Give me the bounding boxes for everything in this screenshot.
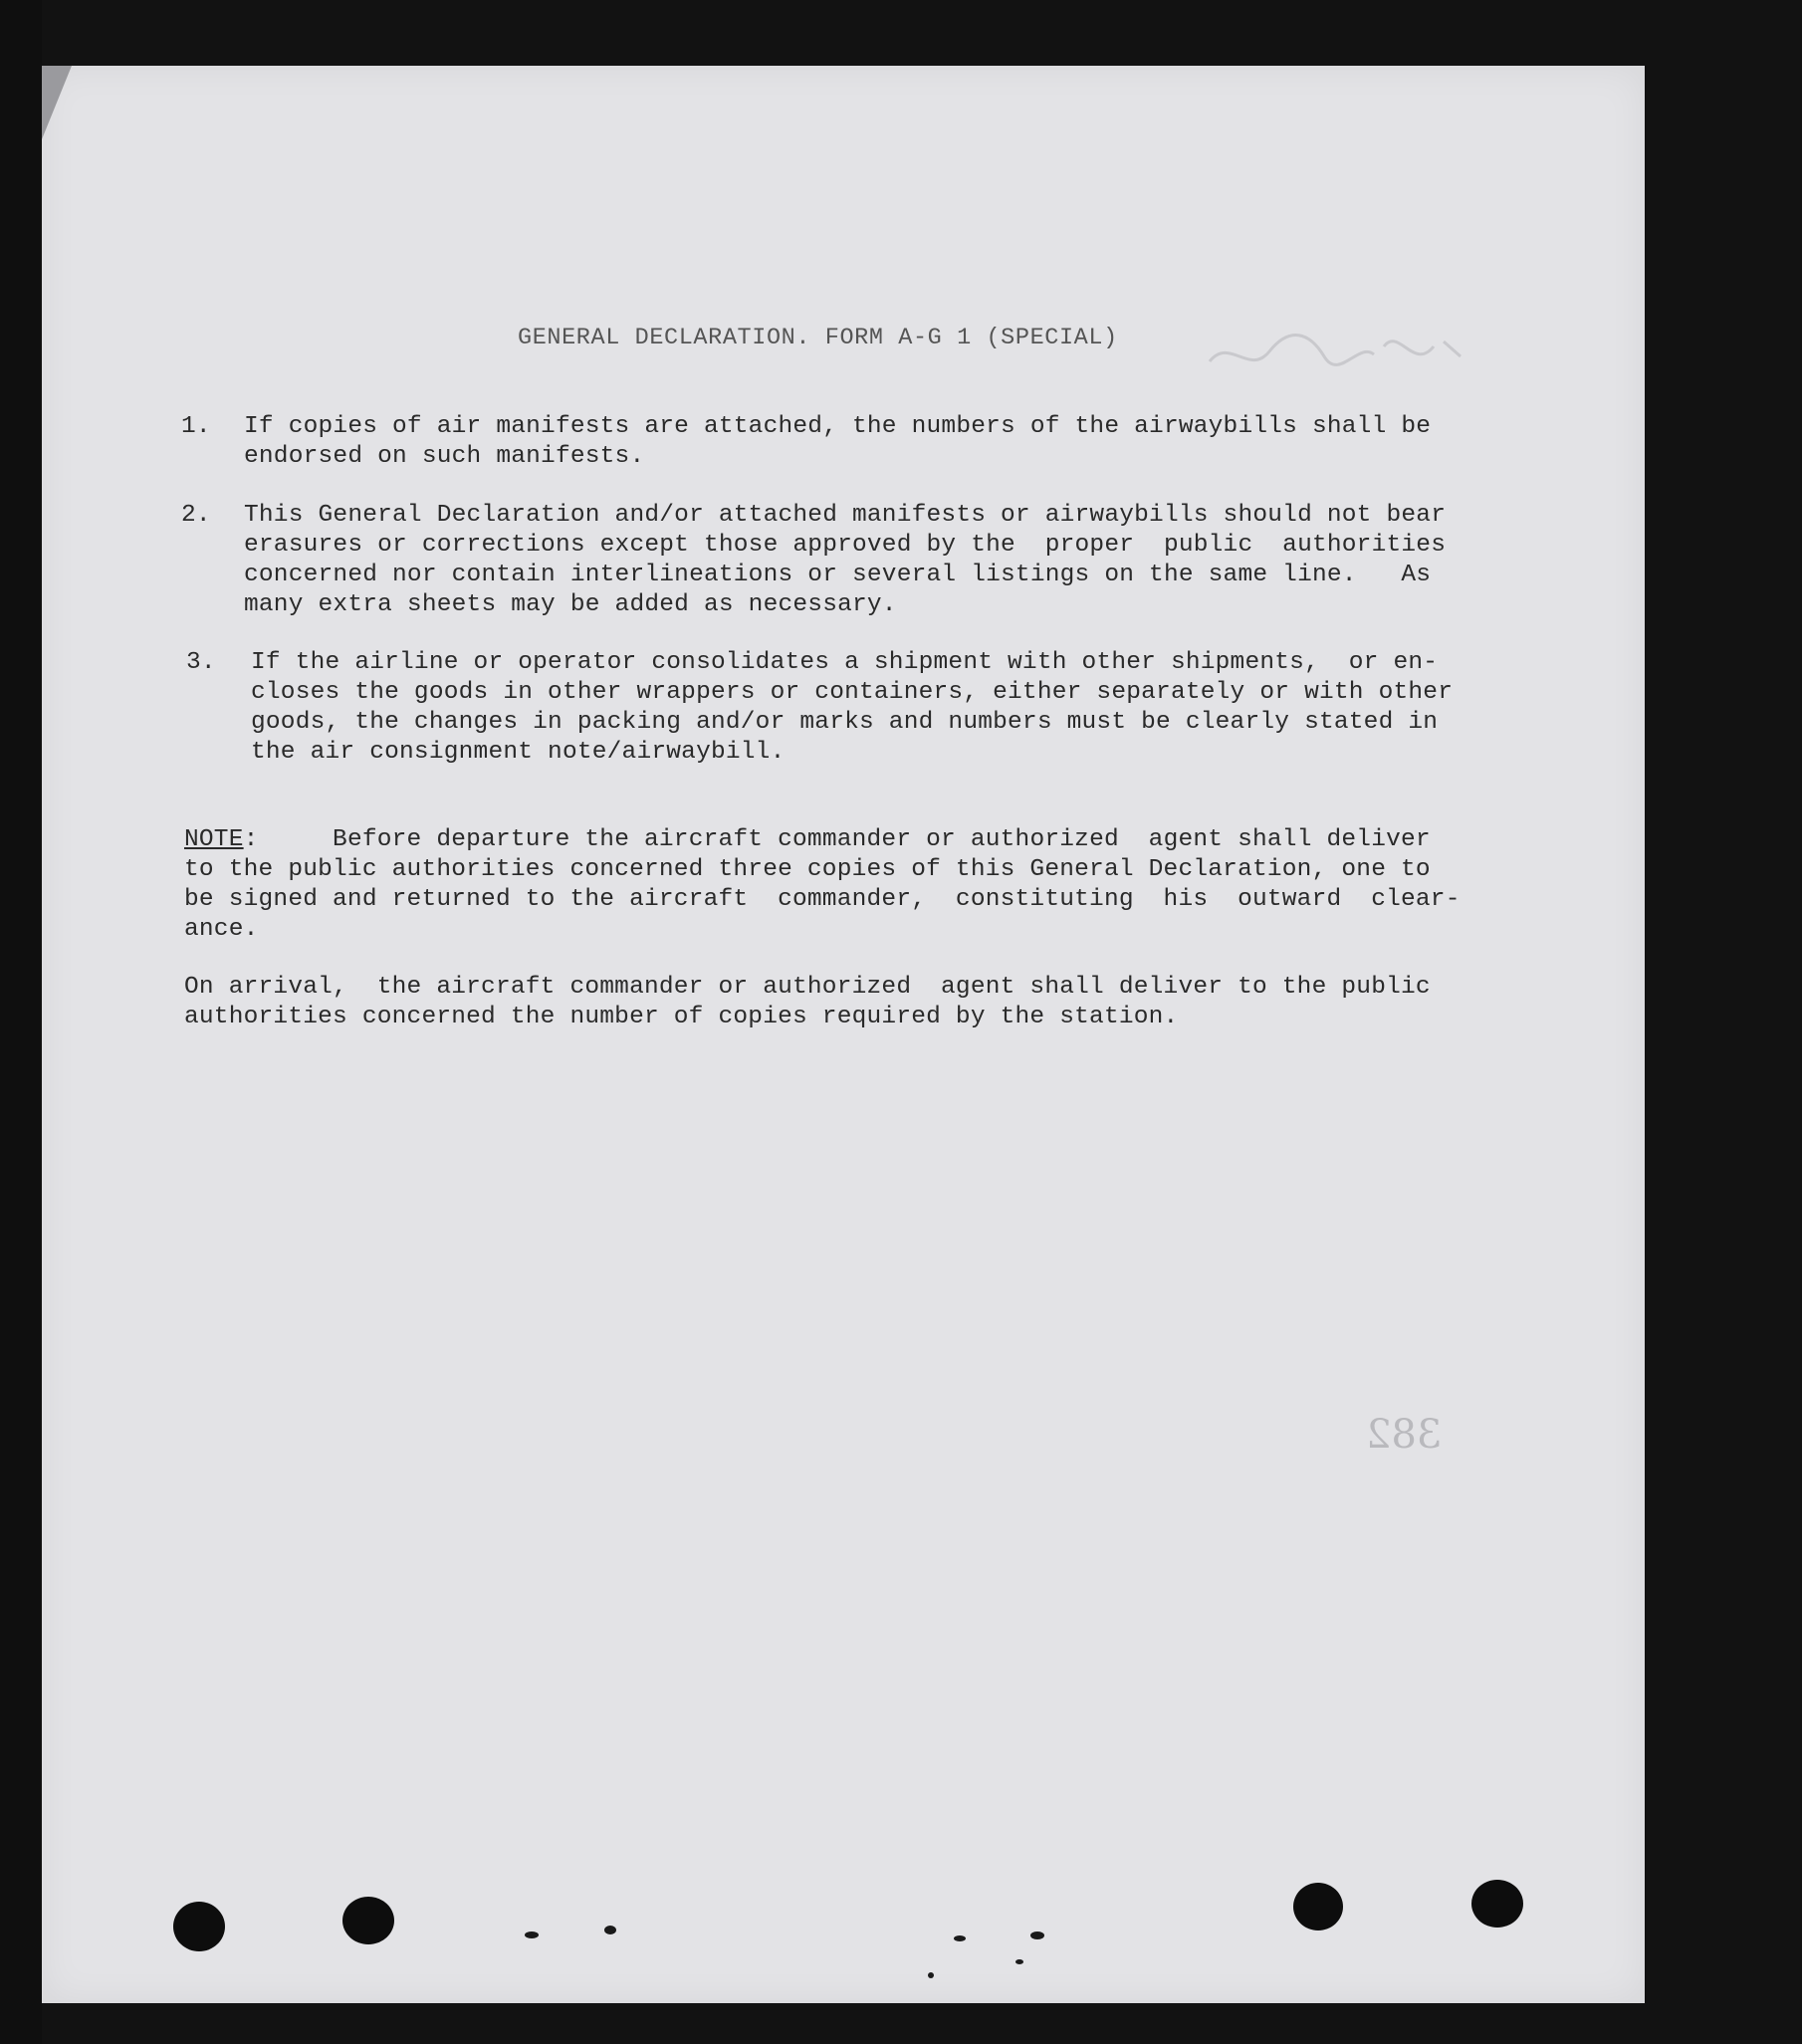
note-paragraph: [184, 825, 1461, 945]
arrival-line: On arrival, the aircraft commander or authorized agent shall deliver to the public: [184, 974, 1431, 1001]
item-line: erasures or corrections except those approved by the proper public authorities: [244, 532, 1447, 559]
item-line: endorsed on such manifests.: [244, 443, 645, 470]
ink-speck: [604, 1926, 616, 1934]
item-line: If the airline or operator consolidates a shipment with other shipments, or en-: [251, 649, 1439, 676]
note-line: ance.: [184, 916, 259, 943]
item-line: goods, the changes in packing and/or marks and numbers must be clearly stated in: [251, 709, 1439, 736]
ink-speck: [1015, 1959, 1023, 1964]
scan-border: [0, 0, 42, 2044]
ink-speck: [525, 1931, 539, 1938]
form-title: GENERAL DECLARATION. FORM A-G 1 (SPECIAL): [518, 325, 1118, 351]
note-colon: :: [243, 826, 259, 853]
item-number: 2.: [181, 502, 211, 529]
item-line: many extra sheets may be added as necessary.: [244, 591, 897, 618]
punch-hole: [1471, 1880, 1523, 1928]
item-line: This General Declaration and/or attached manifests or airwaybills should not bear: [244, 502, 1447, 529]
arrival-paragraph: [184, 973, 1431, 1032]
note-line: be signed and returned to the aircraft commander, constituting his outward clear-: [184, 886, 1461, 913]
ink-speck: [1030, 1931, 1044, 1939]
item-line: concerned nor contain interlineations or several listings on the same line. As: [244, 562, 1432, 588]
punch-hole: [173, 1902, 225, 1951]
punch-hole: [1293, 1883, 1343, 1930]
note-line: to the public authorities concerned three copies of this General Declaration, one to: [184, 856, 1431, 883]
ink-speck: [954, 1935, 966, 1941]
folded-corner: [42, 66, 72, 139]
arrival-line: authorities concerned the number of copies required by the station.: [184, 1004, 1179, 1030]
note-label: NOTE: [184, 826, 244, 853]
item-line: If copies of air manifests are attached, the numbers of the airwaybills shall be: [244, 413, 1432, 440]
item-number: 1.: [181, 413, 211, 440]
page-number-stamp: 382: [1366, 1412, 1443, 1458]
punch-hole: [342, 1897, 394, 1944]
item-line: the air consignment note/airwaybill.: [251, 739, 786, 766]
item-line: closes the goods in other wrappers or containers, either separately or with other: [251, 679, 1454, 706]
item-number: 3.: [186, 649, 216, 676]
ink-speck: [928, 1972, 934, 1978]
pencil-scribble: [1200, 317, 1468, 386]
note-line: Before departure the aircraft commander or authorized agent shall deliver: [258, 826, 1431, 853]
